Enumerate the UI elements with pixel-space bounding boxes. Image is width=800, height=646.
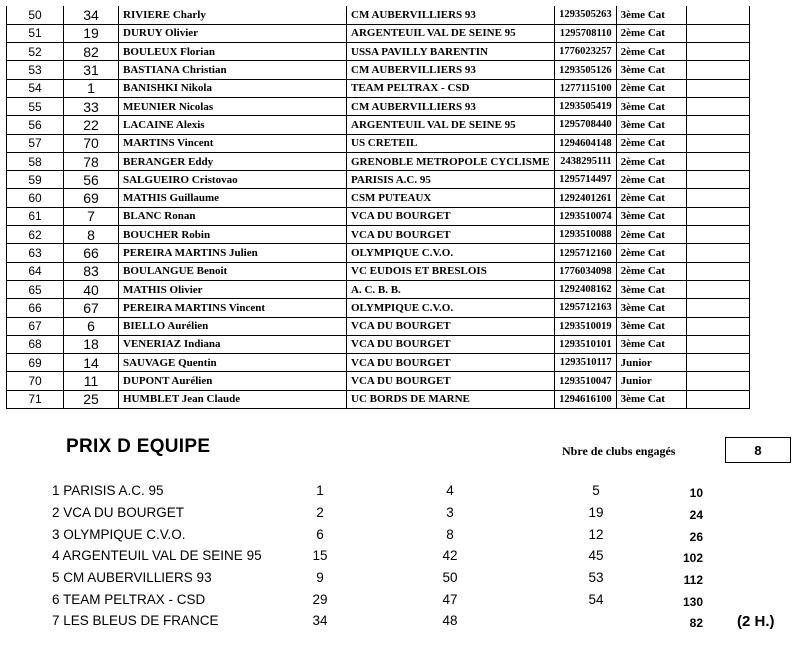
licence-cell: 1293505263 bbox=[554, 6, 616, 24]
rider-name-cell: MATHIS Olivier bbox=[119, 280, 347, 298]
club-cell: TEAM PELTRAX - CSD bbox=[347, 79, 555, 97]
licence-cell: 1294616100 bbox=[554, 390, 616, 408]
club-cell: OLYMPIQUE C.V.O. bbox=[347, 244, 555, 262]
category-cell: 2ème Cat bbox=[616, 171, 686, 189]
licence-cell: 1293510117 bbox=[554, 354, 616, 372]
licence-cell: 1295708440 bbox=[554, 116, 616, 134]
category-cell: Junior bbox=[616, 372, 686, 390]
bib-cell: 1 bbox=[64, 79, 119, 97]
result-row bbox=[7, 24, 750, 42]
rider-name-cell: BOULEUX Florian bbox=[119, 43, 347, 61]
bib-cell: 70 bbox=[64, 134, 119, 152]
team-name: 4 ARGENTEUIL VAL DE SEINE 95 bbox=[52, 548, 262, 563]
team-row bbox=[0, 548, 800, 568]
category-cell: 2ème Cat bbox=[616, 226, 686, 244]
bib-cell: 33 bbox=[64, 97, 119, 115]
empty-cell bbox=[686, 97, 749, 115]
club-cell: USSA PAVILLY BARENTIN bbox=[347, 43, 555, 61]
club-cell: VCA DU BOURGET bbox=[347, 354, 555, 372]
place-cell: 68 bbox=[7, 335, 64, 353]
licence-cell: 1295712160 bbox=[554, 244, 616, 262]
rider-name-cell: MEUNIER Nicolas bbox=[119, 97, 347, 115]
licence-cell: 1293510074 bbox=[554, 207, 616, 225]
empty-cell bbox=[686, 317, 749, 335]
team-place-2: 47 bbox=[442, 592, 458, 607]
bib-cell: 19 bbox=[64, 24, 119, 42]
rider-name-cell: MARTINS Vincent bbox=[119, 134, 347, 152]
result-row bbox=[7, 262, 750, 280]
empty-cell bbox=[686, 152, 749, 170]
bib-cell: 22 bbox=[64, 116, 119, 134]
team-place-3: 45 bbox=[588, 548, 604, 563]
team-name: 5 CM AUBERVILLIERS 93 bbox=[52, 570, 212, 585]
category-cell: 3ème Cat bbox=[616, 6, 686, 24]
rider-name-cell: DUPONT Aurélien bbox=[119, 372, 347, 390]
place-cell: 64 bbox=[7, 262, 64, 280]
bib-cell: 69 bbox=[64, 189, 119, 207]
team-place-3: 54 bbox=[588, 592, 604, 607]
club-cell: VC EUDOIS ET BRESLOIS bbox=[347, 262, 555, 280]
place-cell: 59 bbox=[7, 171, 64, 189]
bib-cell: 25 bbox=[64, 390, 119, 408]
licence-cell: 1293510047 bbox=[554, 372, 616, 390]
licence-cell: 1294604148 bbox=[554, 134, 616, 152]
team-name: 7 LES BLEUS DE FRANCE bbox=[52, 613, 219, 628]
rider-name-cell: BOULANGUE Benoit bbox=[119, 262, 347, 280]
clubs-count-label: Nbre de clubs engagés bbox=[562, 444, 676, 458]
licence-cell: 1293510088 bbox=[554, 226, 616, 244]
place-cell: 66 bbox=[7, 299, 64, 317]
empty-cell bbox=[686, 354, 749, 372]
empty-cell bbox=[686, 171, 749, 189]
bib-cell: 14 bbox=[64, 354, 119, 372]
team-place-1: 9 bbox=[316, 570, 324, 585]
place-cell: 69 bbox=[7, 354, 64, 372]
category-cell: 3ème Cat bbox=[616, 299, 686, 317]
empty-cell bbox=[686, 262, 749, 280]
team-total: 10 bbox=[689, 486, 703, 500]
place-cell: 65 bbox=[7, 280, 64, 298]
rider-name-cell: BIELLO Aurélien bbox=[119, 317, 347, 335]
place-cell: 50 bbox=[7, 6, 64, 24]
empty-cell bbox=[686, 43, 749, 61]
place-cell: 58 bbox=[7, 152, 64, 170]
club-cell: OLYMPIQUE C.V.O. bbox=[347, 299, 555, 317]
empty-cell bbox=[686, 79, 749, 97]
result-row bbox=[7, 244, 750, 262]
club-cell: ARGENTEUIL VAL DE SEINE 95 bbox=[347, 116, 555, 134]
race-duration: (2 H.) bbox=[737, 613, 775, 630]
team-name: 3 OLYMPIQUE C.V.O. bbox=[52, 527, 186, 542]
team-total: 112 bbox=[683, 573, 703, 587]
club-cell: US CRETEIL bbox=[347, 134, 555, 152]
team-place-2: 8 bbox=[446, 527, 454, 542]
category-cell: 3ème Cat bbox=[616, 280, 686, 298]
team-place-1: 34 bbox=[312, 613, 328, 628]
bib-cell: 34 bbox=[64, 6, 119, 24]
rider-name-cell: SAUVAGE Quentin bbox=[119, 354, 347, 372]
results-table bbox=[6, 6, 750, 409]
place-cell: 70 bbox=[7, 372, 64, 390]
licence-cell: 1295712163 bbox=[554, 299, 616, 317]
bib-cell: 83 bbox=[64, 262, 119, 280]
category-cell: 3ème Cat bbox=[616, 390, 686, 408]
team-row bbox=[0, 613, 800, 633]
place-cell: 60 bbox=[7, 189, 64, 207]
bib-cell: 11 bbox=[64, 372, 119, 390]
bib-cell: 8 bbox=[64, 226, 119, 244]
place-cell: 63 bbox=[7, 244, 64, 262]
club-cell: ARGENTEUIL VAL DE SEINE 95 bbox=[347, 24, 555, 42]
club-cell: VCA DU BOURGET bbox=[347, 372, 555, 390]
club-cell: VCA DU BOURGET bbox=[347, 335, 555, 353]
team-place-3: 19 bbox=[588, 505, 604, 520]
team-row bbox=[0, 505, 800, 525]
team-place-1: 1 bbox=[316, 483, 324, 498]
team-place-2: 4 bbox=[446, 483, 454, 498]
empty-cell bbox=[686, 226, 749, 244]
team-prize-title: PRIX D EQUIPE bbox=[66, 436, 211, 457]
clubs-count-box bbox=[725, 437, 791, 463]
result-row bbox=[7, 43, 750, 61]
result-row bbox=[7, 171, 750, 189]
team-total: 130 bbox=[682, 595, 703, 609]
result-row bbox=[7, 280, 750, 298]
bib-cell: 7 bbox=[64, 207, 119, 225]
results-table-body bbox=[7, 6, 750, 409]
rider-name-cell: RIVIERE Charly bbox=[119, 6, 347, 24]
place-cell: 67 bbox=[7, 317, 64, 335]
bib-cell: 56 bbox=[64, 171, 119, 189]
category-cell: 2ème Cat bbox=[616, 24, 686, 42]
licence-cell: 1293510101 bbox=[554, 335, 616, 353]
bib-cell: 31 bbox=[64, 61, 119, 79]
place-cell: 56 bbox=[7, 116, 64, 134]
bib-cell: 18 bbox=[64, 335, 119, 353]
result-row bbox=[7, 372, 750, 390]
empty-cell bbox=[686, 6, 749, 24]
empty-cell bbox=[686, 189, 749, 207]
licence-cell: 1293510019 bbox=[554, 317, 616, 335]
category-cell: 3ème Cat bbox=[616, 97, 686, 115]
club-cell: VCA DU BOURGET bbox=[347, 207, 555, 225]
result-row bbox=[7, 317, 750, 335]
empty-cell bbox=[686, 244, 749, 262]
result-row bbox=[7, 116, 750, 134]
club-cell: A. C. B. B. bbox=[347, 280, 555, 298]
place-cell: 52 bbox=[7, 43, 64, 61]
empty-cell bbox=[686, 61, 749, 79]
category-cell: 3ème Cat bbox=[616, 207, 686, 225]
empty-cell bbox=[686, 280, 749, 298]
team-place-1: 15 bbox=[312, 548, 328, 563]
place-cell: 53 bbox=[7, 61, 64, 79]
licence-cell: 1277115100 bbox=[554, 79, 616, 97]
empty-cell bbox=[686, 207, 749, 225]
place-cell: 55 bbox=[7, 97, 64, 115]
result-row bbox=[7, 335, 750, 353]
club-cell: CM AUBERVILLIERS 93 bbox=[347, 6, 555, 24]
rider-name-cell: MATHIS Guillaume bbox=[119, 189, 347, 207]
team-row bbox=[0, 527, 800, 547]
team-place-1: 6 bbox=[316, 527, 324, 542]
team-place-1: 2 bbox=[316, 505, 324, 520]
result-row bbox=[7, 299, 750, 317]
place-cell: 54 bbox=[7, 79, 64, 97]
licence-cell: 1776023257 bbox=[554, 43, 616, 61]
team-place-3: 12 bbox=[588, 527, 604, 542]
category-cell: 2ème Cat bbox=[616, 152, 686, 170]
licence-cell: 1295714497 bbox=[554, 171, 616, 189]
team-total: 24 bbox=[689, 508, 703, 522]
rider-name-cell: PEREIRA MARTINS Julien bbox=[119, 244, 347, 262]
category-cell: 2ème Cat bbox=[616, 134, 686, 152]
licence-cell: 2438295111 bbox=[554, 152, 616, 170]
place-cell: 62 bbox=[7, 226, 64, 244]
rider-name-cell: DURUY Olivier bbox=[119, 24, 347, 42]
licence-cell: 1776034098 bbox=[554, 262, 616, 280]
place-cell: 57 bbox=[7, 134, 64, 152]
empty-cell bbox=[686, 24, 749, 42]
bib-cell: 67 bbox=[64, 299, 119, 317]
category-cell: 3ème Cat bbox=[616, 335, 686, 353]
result-row bbox=[7, 226, 750, 244]
team-row bbox=[0, 592, 800, 612]
licence-cell: 1293505126 bbox=[554, 61, 616, 79]
rider-name-cell: HUMBLET Jean Claude bbox=[119, 390, 347, 408]
team-name: 1 PARISIS A.C. 95 bbox=[52, 483, 164, 498]
result-row bbox=[7, 152, 750, 170]
empty-cell bbox=[686, 372, 749, 390]
licence-cell: 1292401261 bbox=[554, 189, 616, 207]
licence-cell: 1292408162 bbox=[554, 280, 616, 298]
category-cell: 2ème Cat bbox=[616, 189, 686, 207]
team-place-1: 29 bbox=[312, 592, 328, 607]
rider-name-cell: BERANGER Eddy bbox=[119, 152, 347, 170]
bib-cell: 66 bbox=[64, 244, 119, 262]
result-row bbox=[7, 97, 750, 115]
bib-cell: 78 bbox=[64, 152, 119, 170]
team-place-2: 42 bbox=[442, 548, 458, 563]
rider-name-cell: VENERIAZ Indiana bbox=[119, 335, 347, 353]
category-cell: 3ème Cat bbox=[616, 61, 686, 79]
team-total: 102 bbox=[682, 551, 703, 565]
team-total: 26 bbox=[689, 530, 703, 544]
empty-cell bbox=[686, 116, 749, 134]
result-row bbox=[7, 354, 750, 372]
rider-name-cell: BOUCHER Robin bbox=[119, 226, 347, 244]
team-name: 6 TEAM PELTRAX - CSD bbox=[52, 592, 206, 607]
rider-name-cell: SALGUEIRO Cristovao bbox=[119, 171, 347, 189]
result-row bbox=[7, 6, 750, 24]
team-row bbox=[0, 483, 800, 503]
result-row bbox=[7, 189, 750, 207]
club-cell: UC BORDS DE MARNE bbox=[347, 390, 555, 408]
result-row bbox=[7, 207, 750, 225]
category-cell: 2ème Cat bbox=[616, 262, 686, 280]
result-row bbox=[7, 79, 750, 97]
empty-cell bbox=[686, 390, 749, 408]
rider-name-cell: LACAINE Alexis bbox=[119, 116, 347, 134]
team-place-3: 5 bbox=[592, 483, 600, 498]
club-cell: GRENOBLE METROPOLE CYCLISME bbox=[347, 152, 555, 170]
category-cell: 3ème Cat bbox=[616, 317, 686, 335]
rider-name-cell: BLANC Ronan bbox=[119, 207, 347, 225]
bib-cell: 40 bbox=[64, 280, 119, 298]
empty-cell bbox=[686, 299, 749, 317]
club-cell: PARISIS A.C. 95 bbox=[347, 171, 555, 189]
category-cell: 2ème Cat bbox=[616, 43, 686, 61]
bib-cell: 6 bbox=[64, 317, 119, 335]
team-total: 82 bbox=[689, 616, 703, 630]
team-place-2: 50 bbox=[442, 570, 458, 585]
team-name: 2 VCA DU BOURGET bbox=[52, 505, 185, 520]
club-cell: VCA DU BOURGET bbox=[347, 226, 555, 244]
licence-cell: 1293505419 bbox=[554, 97, 616, 115]
result-row bbox=[7, 390, 750, 408]
team-place-2: 3 bbox=[446, 505, 454, 520]
place-cell: 71 bbox=[7, 390, 64, 408]
result-row bbox=[7, 134, 750, 152]
club-cell: VCA DU BOURGET bbox=[347, 317, 555, 335]
category-cell: 2ème Cat bbox=[616, 244, 686, 262]
rider-name-cell: BANISHKI Nikola bbox=[119, 79, 347, 97]
licence-cell: 1295708110 bbox=[554, 24, 616, 42]
team-place-3: 53 bbox=[588, 570, 604, 585]
result-row bbox=[7, 61, 750, 79]
clubs-count-value: 8 bbox=[754, 442, 762, 458]
club-cell: CM AUBERVILLIERS 93 bbox=[347, 61, 555, 79]
rider-name-cell: PEREIRA MARTINS Vincent bbox=[119, 299, 347, 317]
empty-cell bbox=[686, 134, 749, 152]
place-cell: 51 bbox=[7, 24, 64, 42]
place-cell: 61 bbox=[7, 207, 64, 225]
bib-cell: 82 bbox=[64, 43, 119, 61]
club-cell: CM AUBERVILLIERS 93 bbox=[347, 97, 555, 115]
empty-cell bbox=[686, 335, 749, 353]
team-row bbox=[0, 570, 800, 590]
category-cell: 3ème Cat bbox=[616, 116, 686, 134]
category-cell: Junior bbox=[616, 354, 686, 372]
club-cell: CSM PUTEAUX bbox=[347, 189, 555, 207]
team-place-2: 48 bbox=[442, 613, 458, 628]
category-cell: 2ème Cat bbox=[616, 79, 686, 97]
rider-name-cell: BASTIANA Christian bbox=[119, 61, 347, 79]
